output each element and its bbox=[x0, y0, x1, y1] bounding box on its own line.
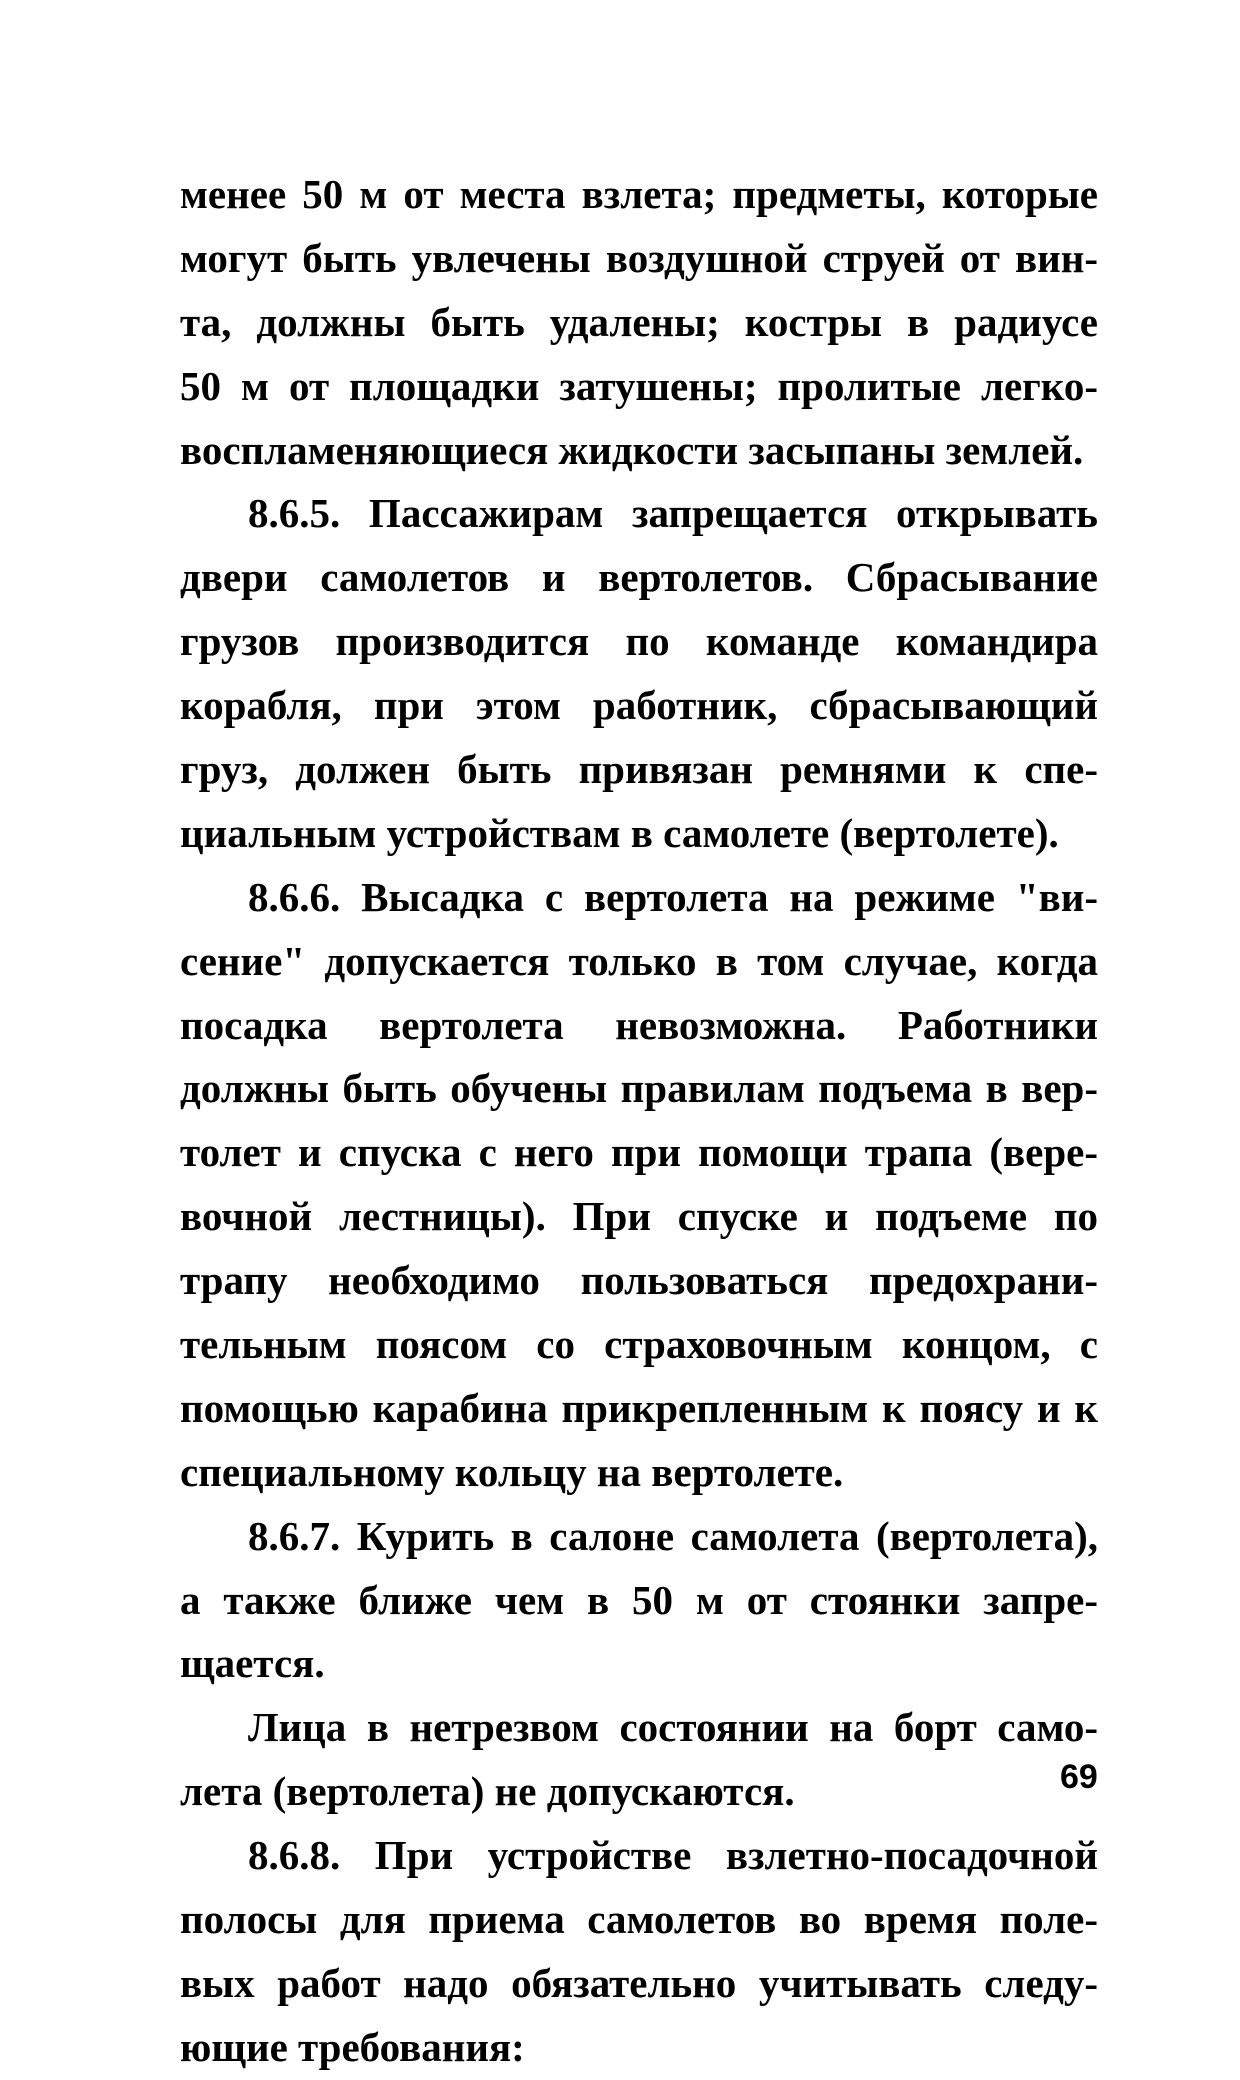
text-line: 8.6.8. При устройстве взлетно-посадочной bbox=[248, 1832, 1098, 1879]
text-line: а также ближе чем в 50 м от стоянки запре- bbox=[180, 1576, 1098, 1623]
text-line: специальному кольцу на вертолете. bbox=[180, 1448, 844, 1495]
text-line: сение" допускается только в том случае, когда bbox=[180, 937, 1098, 984]
text-line: менее 50 м от места взлета; предметы, которые bbox=[180, 171, 1098, 217]
text-line: лета (вертолета) не допускаются. bbox=[180, 1768, 795, 1815]
paragraph bbox=[180, 1824, 1098, 2080]
paragraph bbox=[180, 866, 1098, 1505]
text-line: двери самолетов и вертолетов. Сбрасывание bbox=[180, 554, 1098, 601]
text-line: щается. bbox=[180, 1640, 325, 1687]
text-line: 8.6.6. Высадка с вертолета на режиме "ви- bbox=[248, 873, 1098, 920]
text-line: могут быть увлечены воздушной струей от вин- bbox=[180, 234, 1098, 281]
text-line: посадка вертолета невозможна. Работники bbox=[180, 1001, 1098, 1048]
text-line: вочной лестницы). При спуске и подъеме по bbox=[180, 1193, 1098, 1240]
page-body bbox=[180, 163, 1098, 2080]
text-line: корабля, при этом работник, сбрасывающий bbox=[180, 682, 1098, 729]
text-line: вых работ надо обязательно учитывать следу- bbox=[180, 1959, 1098, 2006]
text-line: воспламеняющиеся жидкости засыпаны землей. bbox=[180, 426, 1084, 473]
text-line: циальным устройствам в самолете (вертолете). bbox=[180, 809, 1059, 856]
paragraph bbox=[180, 482, 1098, 865]
text-line: грузов производится по команде командира bbox=[180, 618, 1098, 665]
paragraph bbox=[180, 1696, 1098, 1824]
text-line: должны быть обучены правилам подъема в вер- bbox=[180, 1065, 1098, 1112]
text-line: груз, должен быть привязан ремнями к спе- bbox=[180, 746, 1098, 793]
page-number: 69 bbox=[1060, 1758, 1098, 1796]
text-line: 8.6.5. Пассажирам запрещается открывать bbox=[248, 490, 1098, 537]
text-line: толет и спуска с него при помощи трапа (вере- bbox=[180, 1129, 1098, 1176]
text-line: 8.6.7. Курить в салоне самолета (вертолета), bbox=[248, 1512, 1098, 1559]
paragraph bbox=[180, 163, 1098, 482]
paragraph bbox=[180, 1505, 1098, 1697]
text-line: тельным поясом со страховочным концом, с bbox=[180, 1321, 1098, 1368]
text-line: Лица в нетрезвом состоянии на борт само- bbox=[248, 1704, 1098, 1751]
text-line: та, должны быть удалены; костры в радиусе bbox=[180, 298, 1098, 345]
text-line: помощью карабина прикрепленным к поясу и к bbox=[180, 1384, 1098, 1431]
text-line: полосы для приема самолетов во время поле- bbox=[180, 1896, 1098, 1943]
text-line: 50 м от площадки затушены; пролитые легко- bbox=[180, 362, 1098, 409]
text-line: ющие требования: bbox=[180, 2023, 525, 2070]
text-line: трапу необходимо пользоваться предохрани- bbox=[180, 1257, 1098, 1304]
